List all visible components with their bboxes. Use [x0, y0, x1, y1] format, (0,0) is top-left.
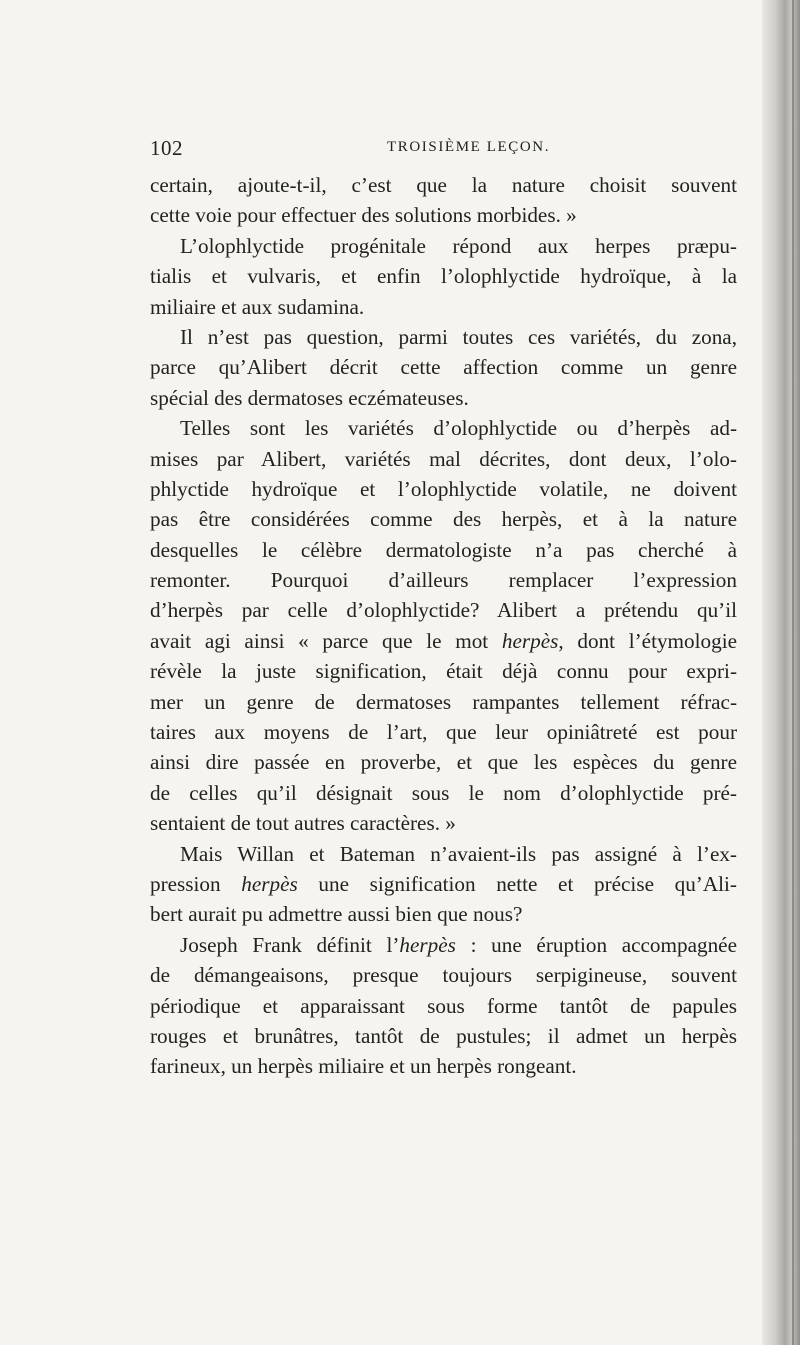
- page-number: 102: [150, 136, 183, 160]
- text-run: spécial des dermatoses eczémateuses.: [150, 385, 469, 410]
- body-text: [150, 170, 737, 1082]
- italic-term: herpès: [501, 628, 559, 653]
- text-line: [150, 535, 737, 565]
- text-run: phlyctide hydroïque et l’olophlyctide volatile, ne doivent: [150, 476, 737, 501]
- text-line: [150, 687, 737, 717]
- text-run: une signification nette et précise qu’Ali-: [297, 871, 737, 896]
- text-run: cette voie pour effectuer des solutions morbides. »: [150, 203, 577, 228]
- text-run: mises par Alibert, variétés mal décrites, dont deux, l’olo-: [150, 446, 737, 471]
- text-run: tialis et vulvaris, et enfin l’olophlyctide hydroïque, à la: [150, 264, 737, 289]
- text-line: [150, 474, 737, 504]
- text-run: , dont l’étymologie: [558, 628, 737, 653]
- text-run: de celles qu’il désignait sous le nom d’olophlyctide pré-: [150, 780, 737, 805]
- text-line: [150, 930, 737, 960]
- text-line: [150, 352, 737, 382]
- text-run: Il n’est pas question, parmi toutes ces variétés, du zona,: [180, 324, 737, 349]
- text-run: : une éruption accompagnée: [455, 932, 737, 957]
- text-run: certain, ajoute-t-il, c’est que la nature choisit souvent: [150, 173, 737, 197]
- text-run: révèle la juste signification, était déjà connu pour expri-: [150, 659, 737, 684]
- text-run: périodique et apparaissant sous forme tantôt de papules: [150, 993, 737, 1018]
- text-line: [150, 1051, 737, 1081]
- italic-term: herpès: [399, 932, 456, 957]
- text-run: Mais Willan et Bateman n’avaient-ils pas assigné à l’ex-: [180, 841, 737, 866]
- text-run: pression: [150, 871, 242, 896]
- chapter-title: TROISIÈME LEÇON.: [387, 139, 551, 155]
- text-line: [150, 626, 737, 656]
- text-line: [150, 383, 737, 413]
- text-line: [150, 717, 737, 747]
- italic-term: herpès: [241, 871, 298, 896]
- text-run: d’herpès par celle d’olophlyctide? Alibert a prétendu qu’il: [150, 598, 737, 623]
- text-run: de démangeaisons, presque toujours serpigineuse, souvent: [150, 963, 737, 988]
- text-run: pas être considérées comme des herpès, et à la nature: [150, 507, 737, 532]
- text-line: [150, 839, 737, 869]
- text-line: [150, 504, 737, 534]
- text-line: [150, 960, 737, 990]
- text-line: [150, 869, 737, 899]
- text-run: remonter. Pourquoi d’ailleurs remplacer l’expression: [150, 568, 737, 593]
- text-line: [150, 1021, 737, 1051]
- text-line: [150, 444, 737, 474]
- text-line: [150, 322, 737, 352]
- text-line: [150, 808, 737, 838]
- text-line: [150, 413, 737, 443]
- text-run: parce qu’Alibert décrit cette affection comme un genre: [150, 355, 737, 380]
- text-run: miliaire et aux sudamina.: [150, 294, 365, 319]
- text-run: L’olophlyctide progénitale répond aux herpes præpu-: [180, 233, 737, 258]
- text-run: rouges et brunâtres, tantôt de pustules; il admet un herpès: [150, 1023, 737, 1048]
- text-line: [150, 231, 737, 261]
- page-edge-shadow: [762, 0, 800, 1345]
- text-run: sentaient de tout autres caractères. »: [150, 811, 456, 836]
- text-run: Joseph Frank définit l’: [180, 932, 400, 957]
- text-line: [150, 595, 737, 625]
- text-line: [150, 899, 737, 929]
- text-run: Telles sont les variétés d’olophlyctide ou d’herpès ad-: [180, 416, 737, 441]
- text-run: farineux, un herpès miliaire et un herpès rongeant.: [150, 1054, 577, 1079]
- text-line: [150, 261, 737, 291]
- text-line: [150, 778, 737, 808]
- text-run: ainsi dire passée en proverbe, et que les espèces du genre: [150, 750, 737, 775]
- text-run: avait agi ainsi « parce que le mot: [150, 628, 502, 653]
- running-head: [150, 136, 750, 166]
- text-line: [150, 170, 737, 200]
- text-line: [150, 991, 737, 1021]
- text-run: mer un genre de dermatoses rampantes tellement réfrac-: [150, 689, 737, 714]
- text-run: desquelles le célèbre dermatologiste n’a pas cherché à: [150, 537, 737, 562]
- text-line: [150, 200, 737, 230]
- text-line: [150, 656, 737, 686]
- text-run: taires aux moyens de l’art, que leur opiniâtreté est pour: [150, 720, 737, 745]
- text-line: [150, 747, 737, 777]
- text-line: [150, 565, 737, 595]
- text-line: [150, 292, 737, 322]
- text-run: bert aurait pu admettre aussi bien que nous?: [150, 902, 523, 927]
